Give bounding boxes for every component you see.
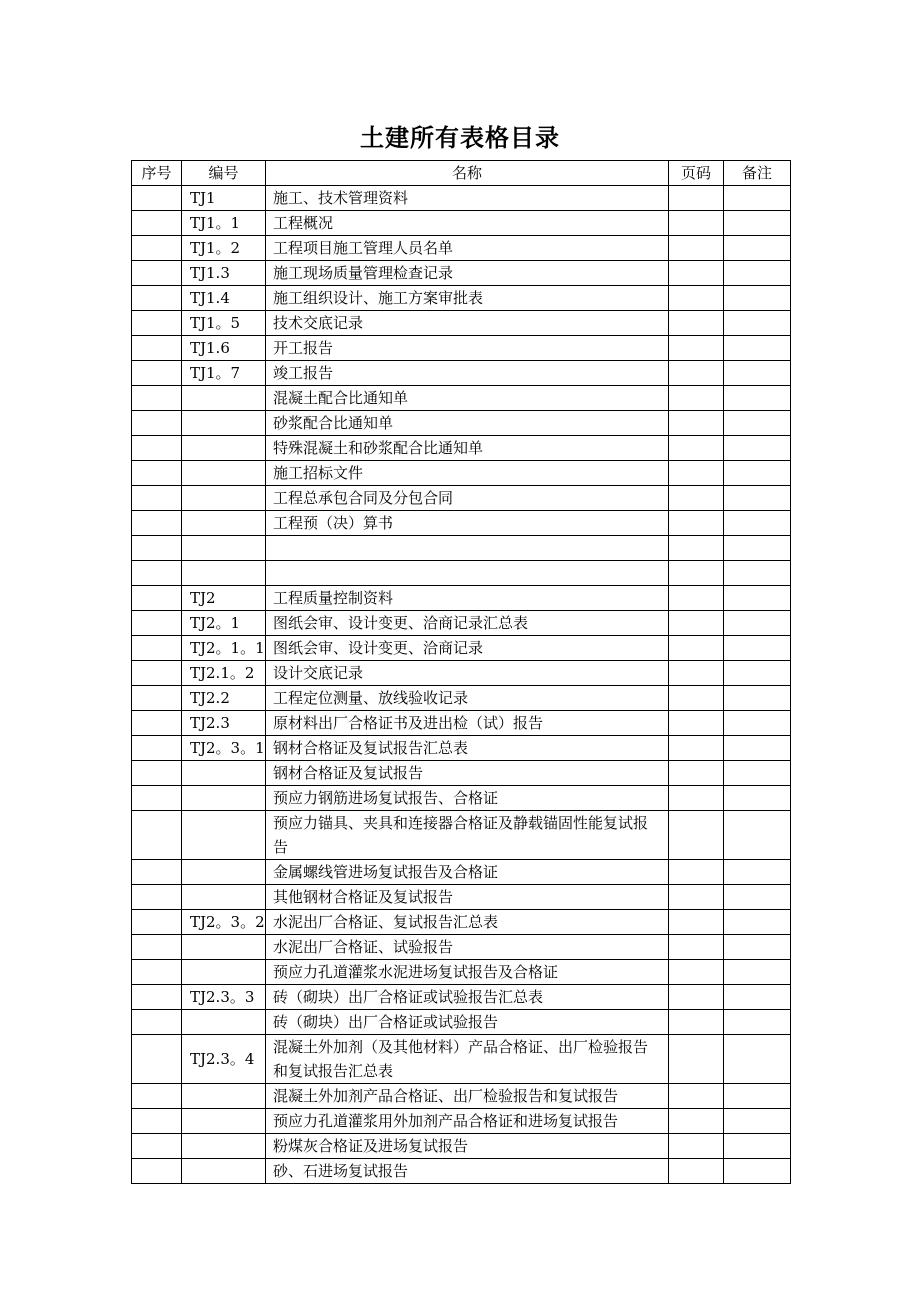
code-cell xyxy=(182,1084,266,1109)
page-cell xyxy=(669,586,724,611)
code-cell: TJ2。1 xyxy=(182,611,266,636)
header-code: 编号 xyxy=(182,161,266,186)
name-cell: 工程项目施工管理人员名单 xyxy=(266,236,669,261)
code-cell xyxy=(182,461,266,486)
seq-cell xyxy=(132,486,182,511)
note-cell xyxy=(724,711,791,736)
table-row xyxy=(132,686,791,711)
page-cell xyxy=(669,561,724,586)
name-cell: 竣工报告 xyxy=(266,361,669,386)
code-cell: TJ2.3。4 xyxy=(182,1035,266,1084)
code-cell xyxy=(182,761,266,786)
note-cell xyxy=(724,511,791,536)
code-cell: TJ2.2 xyxy=(182,686,266,711)
table-row xyxy=(132,811,791,860)
name-cell: 开工报告 xyxy=(266,336,669,361)
page-cell xyxy=(669,1109,724,1134)
page-cell xyxy=(669,536,724,561)
seq-cell xyxy=(132,910,182,935)
page-cell xyxy=(669,910,724,935)
page-title: 土建所有表格目录 xyxy=(360,123,560,152)
page-cell xyxy=(669,935,724,960)
code-cell: TJ1.3 xyxy=(182,261,266,286)
table-row xyxy=(132,636,791,661)
seq-cell xyxy=(132,636,182,661)
note-cell xyxy=(724,586,791,611)
code-cell xyxy=(182,511,266,536)
code-cell: TJ2.3。3 xyxy=(182,985,266,1010)
note-cell xyxy=(724,935,791,960)
seq-cell xyxy=(132,286,182,311)
name-cell: 工程定位测量、放线验收记录 xyxy=(266,686,669,711)
seq-cell xyxy=(132,336,182,361)
note-cell xyxy=(724,960,791,985)
code-cell xyxy=(182,386,266,411)
note-cell xyxy=(724,211,791,236)
page-cell xyxy=(669,411,724,436)
table-row xyxy=(132,561,791,586)
name-cell xyxy=(266,536,669,561)
note-cell xyxy=(724,411,791,436)
seq-cell xyxy=(132,811,182,860)
code-cell: TJ2.3 xyxy=(182,711,266,736)
seq-cell xyxy=(132,361,182,386)
name-cell: 粉煤灰合格证及进场复试报告 xyxy=(266,1134,669,1159)
table-body xyxy=(132,186,791,1184)
note-cell xyxy=(724,636,791,661)
name-cell: 工程质量控制资料 xyxy=(266,586,669,611)
seq-cell xyxy=(132,511,182,536)
page-cell xyxy=(669,686,724,711)
note-cell xyxy=(724,536,791,561)
seq-cell xyxy=(132,736,182,761)
page-cell xyxy=(669,386,724,411)
page-cell xyxy=(669,1159,724,1184)
table-row xyxy=(132,910,791,935)
page-cell xyxy=(669,336,724,361)
note-cell xyxy=(724,811,791,860)
table-row xyxy=(132,361,791,386)
note-cell xyxy=(724,611,791,636)
note-cell xyxy=(724,436,791,461)
page-cell xyxy=(669,985,724,1010)
note-cell xyxy=(724,661,791,686)
header-page: 页码 xyxy=(669,161,724,186)
table-row xyxy=(132,786,791,811)
code-cell: TJ1。1 xyxy=(182,211,266,236)
seq-cell xyxy=(132,761,182,786)
note-cell xyxy=(724,1084,791,1109)
table-row xyxy=(132,236,791,261)
seq-cell xyxy=(132,586,182,611)
code-cell xyxy=(182,1010,266,1035)
table-row xyxy=(132,1159,791,1184)
code-cell: TJ1。5 xyxy=(182,311,266,336)
note-cell xyxy=(724,686,791,711)
code-cell: TJ1 xyxy=(182,186,266,211)
name-cell: 水泥出厂合格证、复试报告汇总表 xyxy=(266,910,669,935)
note-cell xyxy=(724,186,791,211)
page-cell xyxy=(669,236,724,261)
page-cell xyxy=(669,761,724,786)
table-row xyxy=(132,486,791,511)
note-cell xyxy=(724,286,791,311)
page-cell xyxy=(669,636,724,661)
table-row xyxy=(132,1084,791,1109)
code-cell: TJ1。2 xyxy=(182,236,266,261)
seq-cell xyxy=(132,860,182,885)
code-cell xyxy=(182,885,266,910)
table-row xyxy=(132,211,791,236)
table-row xyxy=(132,261,791,286)
code-cell: TJ1。7 xyxy=(182,361,266,386)
table-row xyxy=(132,985,791,1010)
code-cell xyxy=(182,935,266,960)
seq-cell xyxy=(132,611,182,636)
seq-cell xyxy=(132,1084,182,1109)
seq-cell xyxy=(132,186,182,211)
note-cell xyxy=(724,736,791,761)
seq-cell xyxy=(132,686,182,711)
page-cell xyxy=(669,511,724,536)
name-cell: 预应力锚具、夹具和连接器合格证及静载锚固性能复试报告 xyxy=(266,811,669,860)
seq-cell xyxy=(132,211,182,236)
code-cell xyxy=(182,1109,266,1134)
page-cell xyxy=(669,736,724,761)
table-row xyxy=(132,935,791,960)
header-seq: 序号 xyxy=(132,161,182,186)
table-row xyxy=(132,311,791,336)
name-cell: 其他钢材合格证及复试报告 xyxy=(266,885,669,910)
note-cell xyxy=(724,786,791,811)
note-cell xyxy=(724,860,791,885)
code-cell: TJ2.1。2 xyxy=(182,661,266,686)
note-cell xyxy=(724,486,791,511)
table-row xyxy=(132,661,791,686)
note-cell xyxy=(724,1134,791,1159)
page-cell xyxy=(669,436,724,461)
seq-cell xyxy=(132,436,182,461)
table-row xyxy=(132,1035,791,1084)
name-cell: 砖（砌块）出厂合格证或试验报告 xyxy=(266,1010,669,1035)
code-cell xyxy=(182,860,266,885)
page-cell xyxy=(669,711,724,736)
seq-cell xyxy=(132,1010,182,1035)
table-row xyxy=(132,436,791,461)
table-row xyxy=(132,1134,791,1159)
table-row xyxy=(132,1010,791,1035)
page-cell xyxy=(669,1010,724,1035)
page-cell xyxy=(669,1134,724,1159)
code-cell xyxy=(182,1159,266,1184)
name-cell: 预应力孔道灌浆水泥进场复试报告及合格证 xyxy=(266,960,669,985)
seq-cell xyxy=(132,536,182,561)
table-row xyxy=(132,885,791,910)
catalog-table xyxy=(131,160,791,1184)
header-name: 名称 xyxy=(266,161,669,186)
seq-cell xyxy=(132,960,182,985)
note-cell xyxy=(724,361,791,386)
seq-cell xyxy=(132,985,182,1010)
page-cell xyxy=(669,486,724,511)
name-cell: 混凝土外加剂产品合格证、出厂检验报告和复试报告 xyxy=(266,1084,669,1109)
name-cell: 施工组织设计、施工方案审批表 xyxy=(266,286,669,311)
note-cell xyxy=(724,1010,791,1035)
code-cell xyxy=(182,811,266,860)
name-cell: 施工、技术管理资料 xyxy=(266,186,669,211)
page-cell xyxy=(669,960,724,985)
table-row xyxy=(132,461,791,486)
name-cell: 金属螺线管进场复试报告及合格证 xyxy=(266,860,669,885)
page-cell xyxy=(669,860,724,885)
table-row xyxy=(132,536,791,561)
name-cell: 工程预（决）算书 xyxy=(266,511,669,536)
table-row xyxy=(132,586,791,611)
name-cell: 砖（砌块）出厂合格证或试验报告汇总表 xyxy=(266,985,669,1010)
table-row xyxy=(132,761,791,786)
table-row xyxy=(132,960,791,985)
page-cell xyxy=(669,811,724,860)
seq-cell xyxy=(132,1035,182,1084)
table-row xyxy=(132,411,791,436)
note-cell xyxy=(724,1035,791,1084)
code-cell: TJ2。1。1 xyxy=(182,636,266,661)
page-cell xyxy=(669,661,724,686)
name-cell: 预应力孔道灌浆用外加剂产品合格证和进场复试报告 xyxy=(266,1109,669,1134)
page-cell xyxy=(669,461,724,486)
seq-cell xyxy=(132,411,182,436)
table-row xyxy=(132,860,791,885)
seq-cell xyxy=(132,236,182,261)
table-row xyxy=(132,1109,791,1134)
note-cell xyxy=(724,1159,791,1184)
table-row xyxy=(132,511,791,536)
name-cell: 混凝土外加剂（及其他材料）产品合格证、出厂检验报告和复试报告汇总表 xyxy=(266,1035,669,1084)
name-cell: 钢材合格证及复试报告汇总表 xyxy=(266,736,669,761)
table-row xyxy=(132,611,791,636)
name-cell: 砂浆配合比通知单 xyxy=(266,411,669,436)
code-cell xyxy=(182,786,266,811)
page-cell xyxy=(669,186,724,211)
name-cell: 技术交底记录 xyxy=(266,311,669,336)
code-cell xyxy=(182,960,266,985)
code-cell xyxy=(182,436,266,461)
seq-cell xyxy=(132,711,182,736)
seq-cell xyxy=(132,386,182,411)
note-cell xyxy=(724,461,791,486)
page-cell xyxy=(669,311,724,336)
page-cell xyxy=(669,361,724,386)
seq-cell xyxy=(132,1134,182,1159)
note-cell xyxy=(724,261,791,286)
page-cell xyxy=(669,1035,724,1084)
page-cell xyxy=(669,885,724,910)
table-row xyxy=(132,286,791,311)
note-cell xyxy=(724,311,791,336)
seq-cell xyxy=(132,461,182,486)
table-header-row xyxy=(132,161,791,186)
code-cell xyxy=(182,486,266,511)
code-cell: TJ2。3。2 xyxy=(182,910,266,935)
page-cell xyxy=(669,786,724,811)
name-cell: 原材料出厂合格证书及进出检（试）报告 xyxy=(266,711,669,736)
name-cell xyxy=(266,561,669,586)
table-row xyxy=(132,736,791,761)
code-cell xyxy=(182,536,266,561)
seq-cell xyxy=(132,561,182,586)
seq-cell xyxy=(132,661,182,686)
name-cell: 工程概况 xyxy=(266,211,669,236)
name-cell: 特殊混凝土和砂浆配合比通知单 xyxy=(266,436,669,461)
page-cell xyxy=(669,286,724,311)
page-cell xyxy=(669,261,724,286)
code-cell xyxy=(182,411,266,436)
seq-cell xyxy=(132,885,182,910)
seq-cell xyxy=(132,1159,182,1184)
note-cell xyxy=(724,336,791,361)
note-cell xyxy=(724,910,791,935)
code-cell: TJ2。3。1 xyxy=(182,736,266,761)
name-cell: 预应力钢筋进场复试报告、合格证 xyxy=(266,786,669,811)
code-cell: TJ1.6 xyxy=(182,336,266,361)
note-cell xyxy=(724,386,791,411)
seq-cell xyxy=(132,311,182,336)
page-cell xyxy=(669,611,724,636)
note-cell xyxy=(724,761,791,786)
name-cell: 施工现场质量管理检查记录 xyxy=(266,261,669,286)
name-cell: 施工招标文件 xyxy=(266,461,669,486)
code-cell: TJ1.4 xyxy=(182,286,266,311)
code-cell xyxy=(182,561,266,586)
seq-cell xyxy=(132,786,182,811)
page-cell xyxy=(669,1084,724,1109)
name-cell: 混凝土配合比通知单 xyxy=(266,386,669,411)
name-cell: 图纸会审、设计变更、洽商记录 xyxy=(266,636,669,661)
name-cell: 图纸会审、设计变更、洽商记录汇总表 xyxy=(266,611,669,636)
note-cell xyxy=(724,236,791,261)
name-cell: 水泥出厂合格证、试验报告 xyxy=(266,935,669,960)
note-cell xyxy=(724,885,791,910)
table-row xyxy=(132,386,791,411)
note-cell xyxy=(724,561,791,586)
name-cell: 工程总承包合同及分包合同 xyxy=(266,486,669,511)
table-row xyxy=(132,186,791,211)
seq-cell xyxy=(132,935,182,960)
name-cell: 砂、石进场复试报告 xyxy=(266,1159,669,1184)
table-row xyxy=(132,336,791,361)
name-cell: 钢材合格证及复试报告 xyxy=(266,761,669,786)
header-note: 备注 xyxy=(724,161,791,186)
code-cell xyxy=(182,1134,266,1159)
seq-cell xyxy=(132,1109,182,1134)
note-cell xyxy=(724,1109,791,1134)
note-cell xyxy=(724,985,791,1010)
name-cell: 设计交底记录 xyxy=(266,661,669,686)
seq-cell xyxy=(132,261,182,286)
table-row xyxy=(132,711,791,736)
page-cell xyxy=(669,211,724,236)
code-cell: TJ2 xyxy=(182,586,266,611)
